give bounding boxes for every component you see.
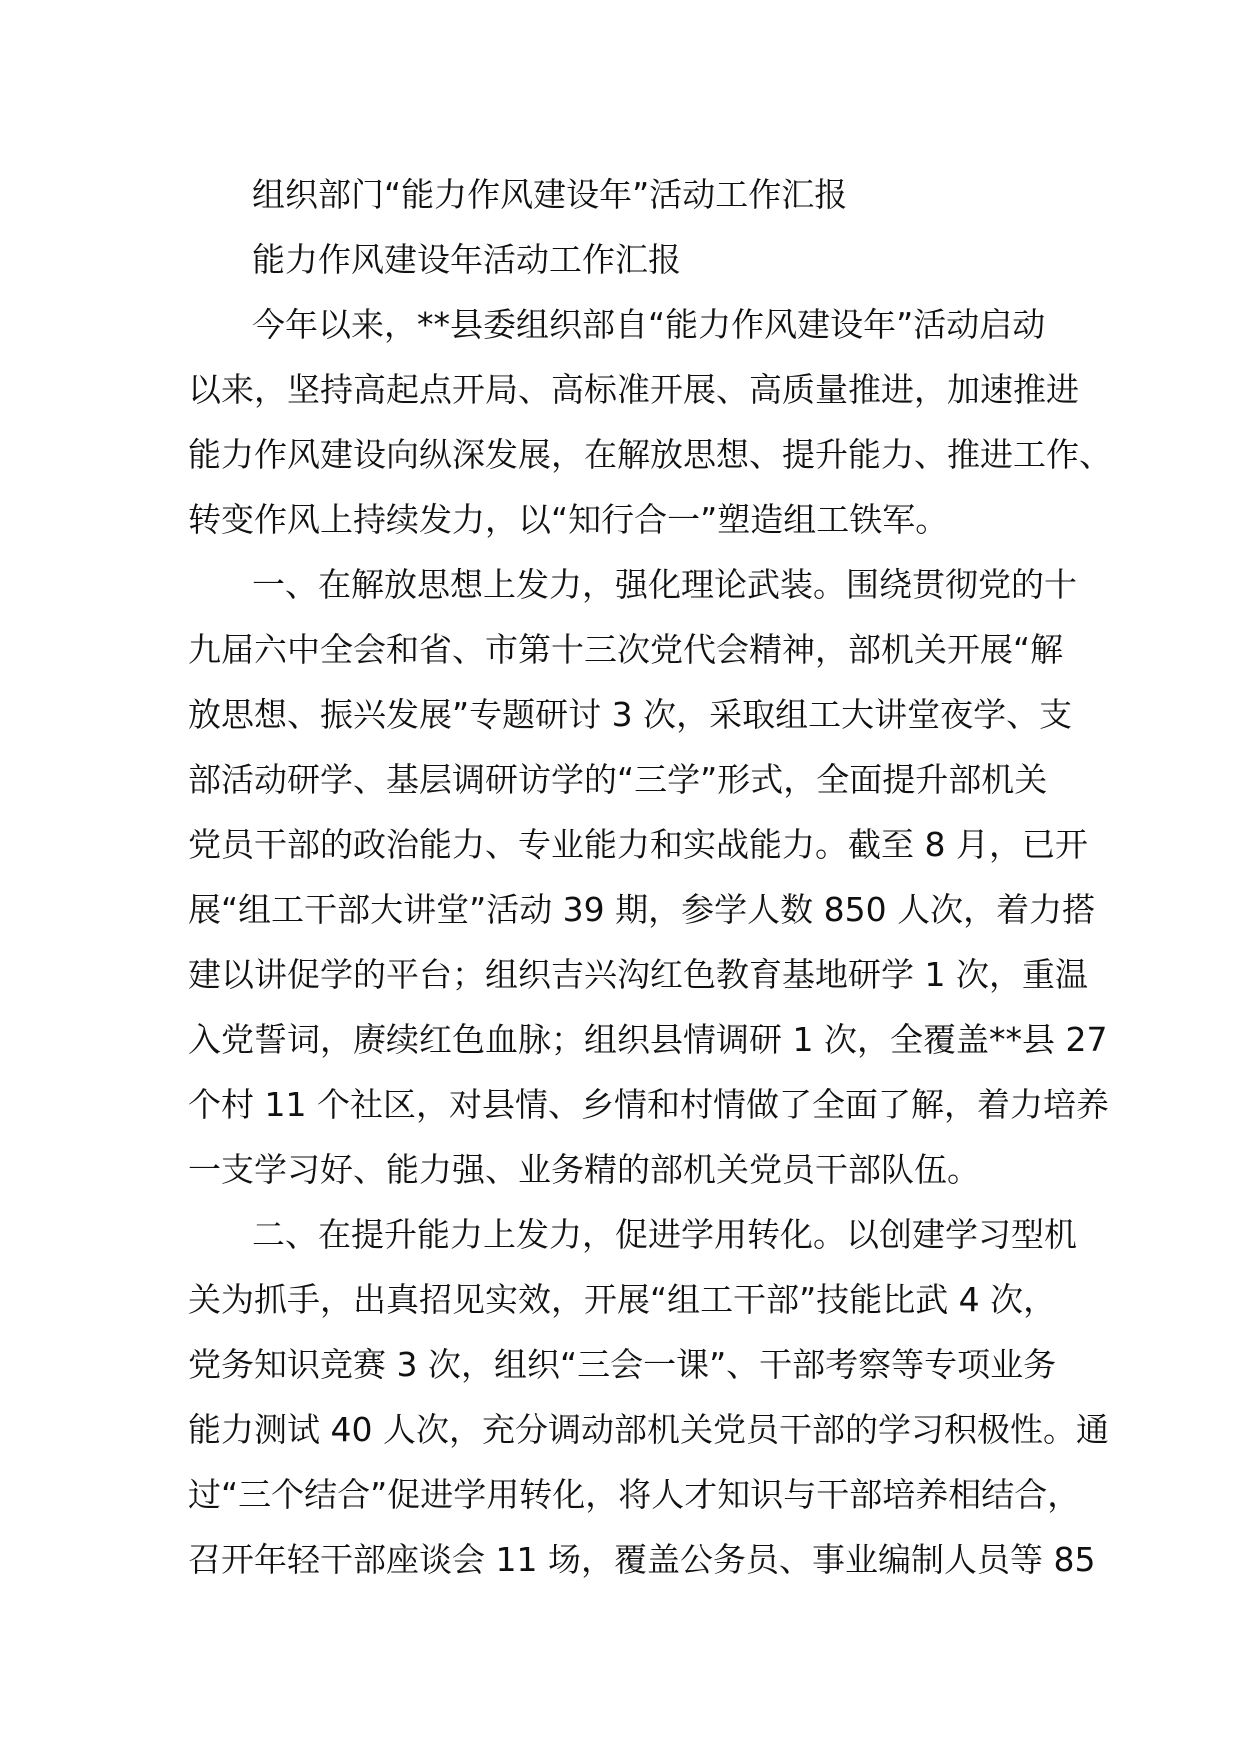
- paragraph-section-1-line: 一支学习好、能力强、业务精的部机关党员干部队伍。: [188, 1150, 980, 1189]
- paragraph-section-1-line: 部活动研学、基层调研访学的“三学”形式，全面提升部机关: [188, 760, 1048, 799]
- paragraph-section-1-line: 个村 11 个社区，对县情、乡情和村情做了全面了解，着力培养: [188, 1085, 1109, 1124]
- document-body: [188, 162, 1112, 1592]
- paragraph-section-1-line: 放思想、振兴发展”专题研讨 3 次，采取组工大讲堂夜学、支: [188, 695, 1073, 734]
- paragraph-section-1-line: 展“组工干部大讲堂”活动 39 期，参学人数 850 人次，着力搭: [188, 890, 1096, 929]
- paragraph-section-2-line: 党务知识竞赛 3 次，组织“三会一课”、干部考察等专项业务: [188, 1345, 1057, 1384]
- paragraph-section-1-line: 建以讲促学的平台；组织吉兴沟红色教育基地研学 1 次，重温: [188, 955, 1088, 994]
- paragraph-section-1-line: 党员干部的政治能力、专业能力和实战能力。截至 8 月，已开: [188, 825, 1088, 864]
- paragraph-intro-line: 以来，坚持高起点开局、高标准开展、高质量推进，加速推进: [188, 370, 1079, 409]
- paragraph-section-1-line: 一、在解放思想上发力，强化理论武装。围绕贯彻党的十: [252, 565, 1077, 604]
- paragraph-intro-line: 今年以来，**县委组织部自“能力作风建设年”活动启动: [252, 305, 1046, 344]
- document-title: 组织部门“能力作风建设年”活动工作汇报: [252, 175, 848, 214]
- paragraph-section-2-line: 二、在提升能力上发力，促进学用转化。以创建学习型机: [252, 1215, 1077, 1254]
- paragraph-section-1-line: 入党誓词，赓续红色血脉；组织县情调研 1 次，全覆盖**县 27: [188, 1020, 1108, 1059]
- paragraph-section-1-line: 九届六中全会和省、市第十三次党代会精神，部机关开展“解: [188, 630, 1064, 669]
- document-subtitle: 能力作风建设年活动工作汇报: [252, 240, 681, 279]
- paragraph-section-2-line: 能力测试 40 人次，充分调动部机关党员干部的学习积极性。通: [188, 1410, 1109, 1449]
- paragraph-section-2-line: 过“三个结合”促进学用转化，将人才知识与干部培养相结合，: [188, 1475, 1081, 1514]
- paragraph-intro-line: 能力作风建设向纵深发展，在解放思想、提升能力、推进工作、: [188, 435, 1112, 474]
- paragraph-section-2-line: 召开年轻干部座谈会 11 场，覆盖公务员、事业编制人员等 85: [188, 1540, 1096, 1579]
- paragraph-section-2-line: 关为抓手，出真招见实效，开展“组工干部”技能比武 4 次，: [188, 1280, 1057, 1319]
- paragraph-intro-line: 转变作风上持续发力，以“知行合一”塑造组工铁军。: [188, 500, 949, 539]
